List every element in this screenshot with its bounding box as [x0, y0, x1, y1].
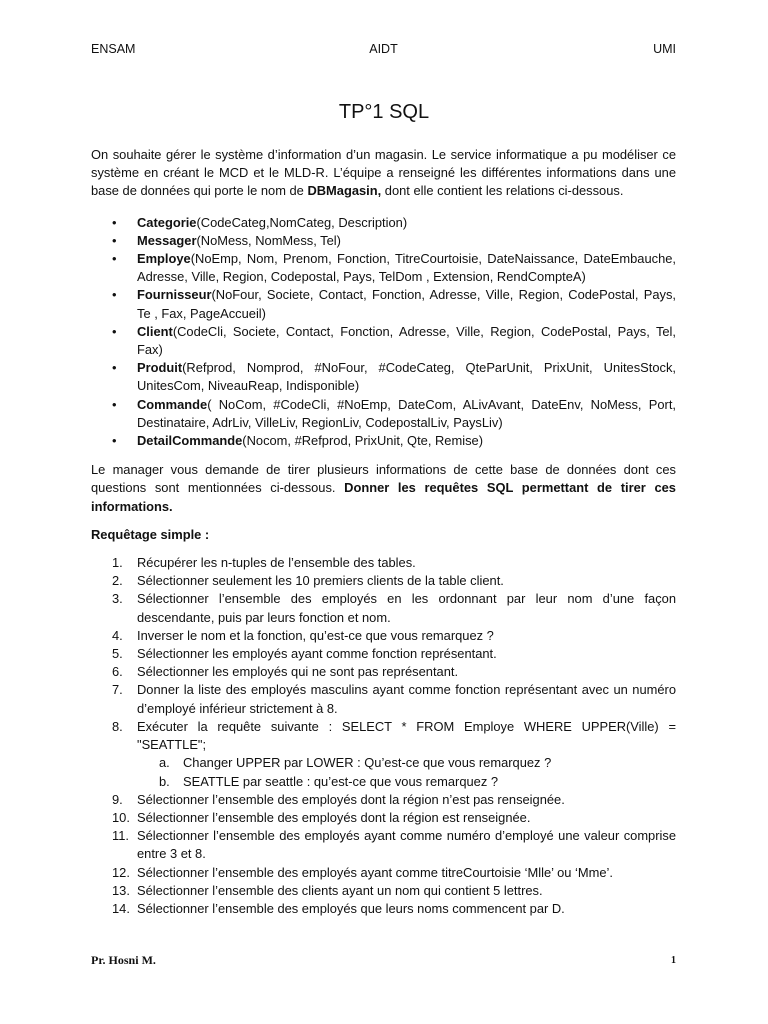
manager-paragraph: [91, 461, 676, 516]
question-item: [91, 627, 676, 645]
relation-name: Messager: [137, 232, 197, 248]
question-text: Sélectionner l’ensemble des employés ayant comme titreCourtoisie ‘Mlle’ ou ‘Mme’.: [137, 864, 613, 880]
document-body: [91, 146, 676, 918]
sub-question-text: Changer UPPER par LOWER : Qu’est-ce que vous remarquez ?: [183, 755, 552, 771]
relation-name: Fournisseur: [137, 287, 212, 303]
question-text: Sélectionner seulement les 10 premiers clients de la table client.: [137, 573, 504, 589]
intro-text-before: On souhaite gérer le système d’information d’un magasin. Le service informatique a pu modéliser ce système en créant le MCD et le MLD-R. L’équipe a renseigné les différentes informations dans une base de données qui porte le nom de: [91, 147, 676, 199]
relation-item: [91, 214, 676, 232]
question-item: [91, 864, 676, 882]
bullet-icon: •: [112, 214, 117, 230]
bullet-icon: •: [112, 232, 117, 248]
relation-name: DetailCommande: [137, 433, 243, 449]
question-text: Sélectionner l’ensemble des employés dont la région n’est pas renseignée.: [137, 791, 565, 807]
bullet-icon: •: [112, 360, 117, 376]
relation-name: Produit: [137, 360, 183, 376]
relation-item: [91, 432, 676, 450]
questions-list: [91, 554, 676, 918]
relation-attributes: (CodeCli, Societe, Contact, Fonction, Adresse, Ville, Region, CodePostal, Pays, Tel, Fax): [137, 323, 676, 358]
question-number: 13.: [112, 882, 130, 898]
relation-item: [91, 359, 676, 395]
question-item: [91, 809, 676, 827]
question-item: [91, 590, 676, 626]
question-number: 1.: [112, 555, 123, 571]
question-number: 7.: [112, 682, 123, 698]
footer-author: Pr. Hosni M.: [91, 953, 156, 967]
relation-attributes: (NoFour, Societe, Contact, Fonction, Adresse, Ville, Region, CodePostal, Pays, Te , Fax, PageAccueil): [137, 287, 676, 321]
bullet-icon: •: [112, 287, 117, 303]
document-title: TP°1 SQL: [338, 101, 430, 123]
question-text: Sélectionner l’ensemble des employés que leurs noms commencent par D.: [137, 900, 565, 916]
page-header: [91, 42, 676, 60]
relations-list: [91, 214, 676, 451]
question-number: 3.: [112, 591, 123, 607]
section-title: Requêtage simple :: [91, 526, 210, 542]
question-item: [91, 681, 676, 717]
question-text: Donner la liste des employés masculins ayant comme fonction représentant avec un numéro d’employé inférieur strictement à 8.: [137, 682, 676, 716]
relation-attributes: ( NoCom, #CodeCli, #NoEmp, DateCom, ALivAvant, DateEnv, NoMess, Port, Destinataire, AdrLiv, VilleLiv, RegionLiv, CodepostalLiv, PaysLiv): [137, 396, 676, 430]
header-right: UMI: [653, 42, 676, 56]
question-number: 8.: [112, 718, 123, 734]
relation-item: [91, 286, 676, 322]
relation-name: Employe: [137, 251, 191, 267]
relation-name: Client: [137, 323, 173, 339]
sub-questions-list: [137, 754, 676, 790]
question-item: [91, 718, 676, 791]
sub-question-item: [137, 773, 676, 791]
question-number: 11.: [112, 828, 129, 844]
sub-question-letter: b.: [159, 773, 170, 789]
question-number: 10.: [112, 809, 130, 825]
question-item: [91, 645, 676, 663]
bullet-icon: •: [112, 323, 117, 339]
question-number: 14.: [112, 900, 130, 916]
question-number: 12.: [112, 864, 130, 880]
database-name: DBMagasin,: [307, 183, 382, 199]
question-item: [91, 882, 676, 900]
question-number: 6.: [112, 664, 123, 680]
question-number: 9.: [112, 791, 123, 807]
relation-attributes: (Refprod, Nomprod, #NoFour, #CodeCateg, QteParUnit, PrixUnit, UnitesStock, UnitesCom, NiveauReap, Indisponible): [137, 360, 676, 394]
question-text: Inverser le nom et la fonction, qu’est-ce que vous remarquez ?: [137, 627, 494, 643]
relation-attributes: (NoMess, NomMess, Tel): [196, 232, 341, 248]
question-number: 4.: [112, 627, 123, 643]
sub-question-letter: a.: [159, 755, 170, 771]
relation-attributes: (CodeCateg,NomCateg, Description): [196, 214, 408, 230]
bullet-icon: •: [112, 251, 117, 267]
relation-name: Commande: [137, 396, 208, 412]
question-item: [91, 663, 676, 681]
bullet-icon: •: [112, 433, 117, 449]
header-left: ENSAM: [91, 42, 136, 56]
header-center: AIDT: [369, 42, 398, 56]
sub-question-text: SEATTLE par seattle : qu’est-ce que vous remarquez ?: [183, 773, 499, 789]
question-item: [91, 572, 676, 590]
manager-instruction: Donner les requêtes SQL permettant de tirer ces informations.: [91, 480, 676, 514]
manager-text: Le manager vous demande de tirer plusieurs informations de cette base de données dont ces questions sont mentionnées ci-dessous.: [91, 462, 676, 496]
question-item: [91, 900, 676, 918]
intro-text-after: dont elle contient les relations ci-dessous.: [381, 183, 624, 199]
question-text: Récupérer les n-tuples de l’ensemble des tables.: [137, 555, 416, 571]
relation-item: [91, 396, 676, 432]
question-text: Sélectionner l’ensemble des employés dont la région est renseignée.: [137, 809, 531, 825]
relation-name: Categorie: [137, 214, 197, 230]
question-text: Sélectionner l’ensemble des employés ayant comme numéro d’employé une valeur comprise entre 3 et 8.: [137, 828, 676, 862]
page-number: 1: [671, 955, 676, 966]
question-text: Exécuter la requête suivante : SELECT * FROM Employe WHERE UPPER(Ville) = "SEATTLE";: [137, 718, 676, 753]
question-item: [91, 791, 676, 809]
relation-item: [91, 250, 676, 286]
question-text: Sélectionner les employés ayant comme fonction représentant.: [137, 646, 497, 662]
question-text: Sélectionner les employés qui ne sont pas représentant.: [137, 664, 459, 680]
question-item: [91, 827, 676, 863]
question-number: 2.: [112, 573, 123, 589]
question-number: 5.: [112, 646, 123, 662]
sub-question-item: [137, 754, 676, 772]
question-text: Sélectionner l’ensemble des employés en les ordonnant par leur nom d’une façon descendante, puis par leurs fonction et nom.: [137, 591, 676, 625]
question-item: [91, 554, 676, 572]
bullet-icon: •: [112, 396, 117, 412]
relation-item: [91, 323, 676, 359]
relation-attributes: (Nocom, #Refprod, PrixUnit, Qte, Remise): [242, 433, 483, 449]
relation-item: [91, 232, 676, 250]
question-text: Sélectionner l’ensemble des clients ayant un nom qui contient 5 lettres.: [137, 882, 543, 898]
intro-paragraph: [91, 146, 676, 201]
relation-attributes: (NoEmp, Nom, Prenom, Fonction, TitreCourtoisie, DateNaissance, DateEmbauche, Adresse, Ville, Region, Codepostal, Pays, TelDom , Extension, RendCompteA): [137, 251, 676, 285]
